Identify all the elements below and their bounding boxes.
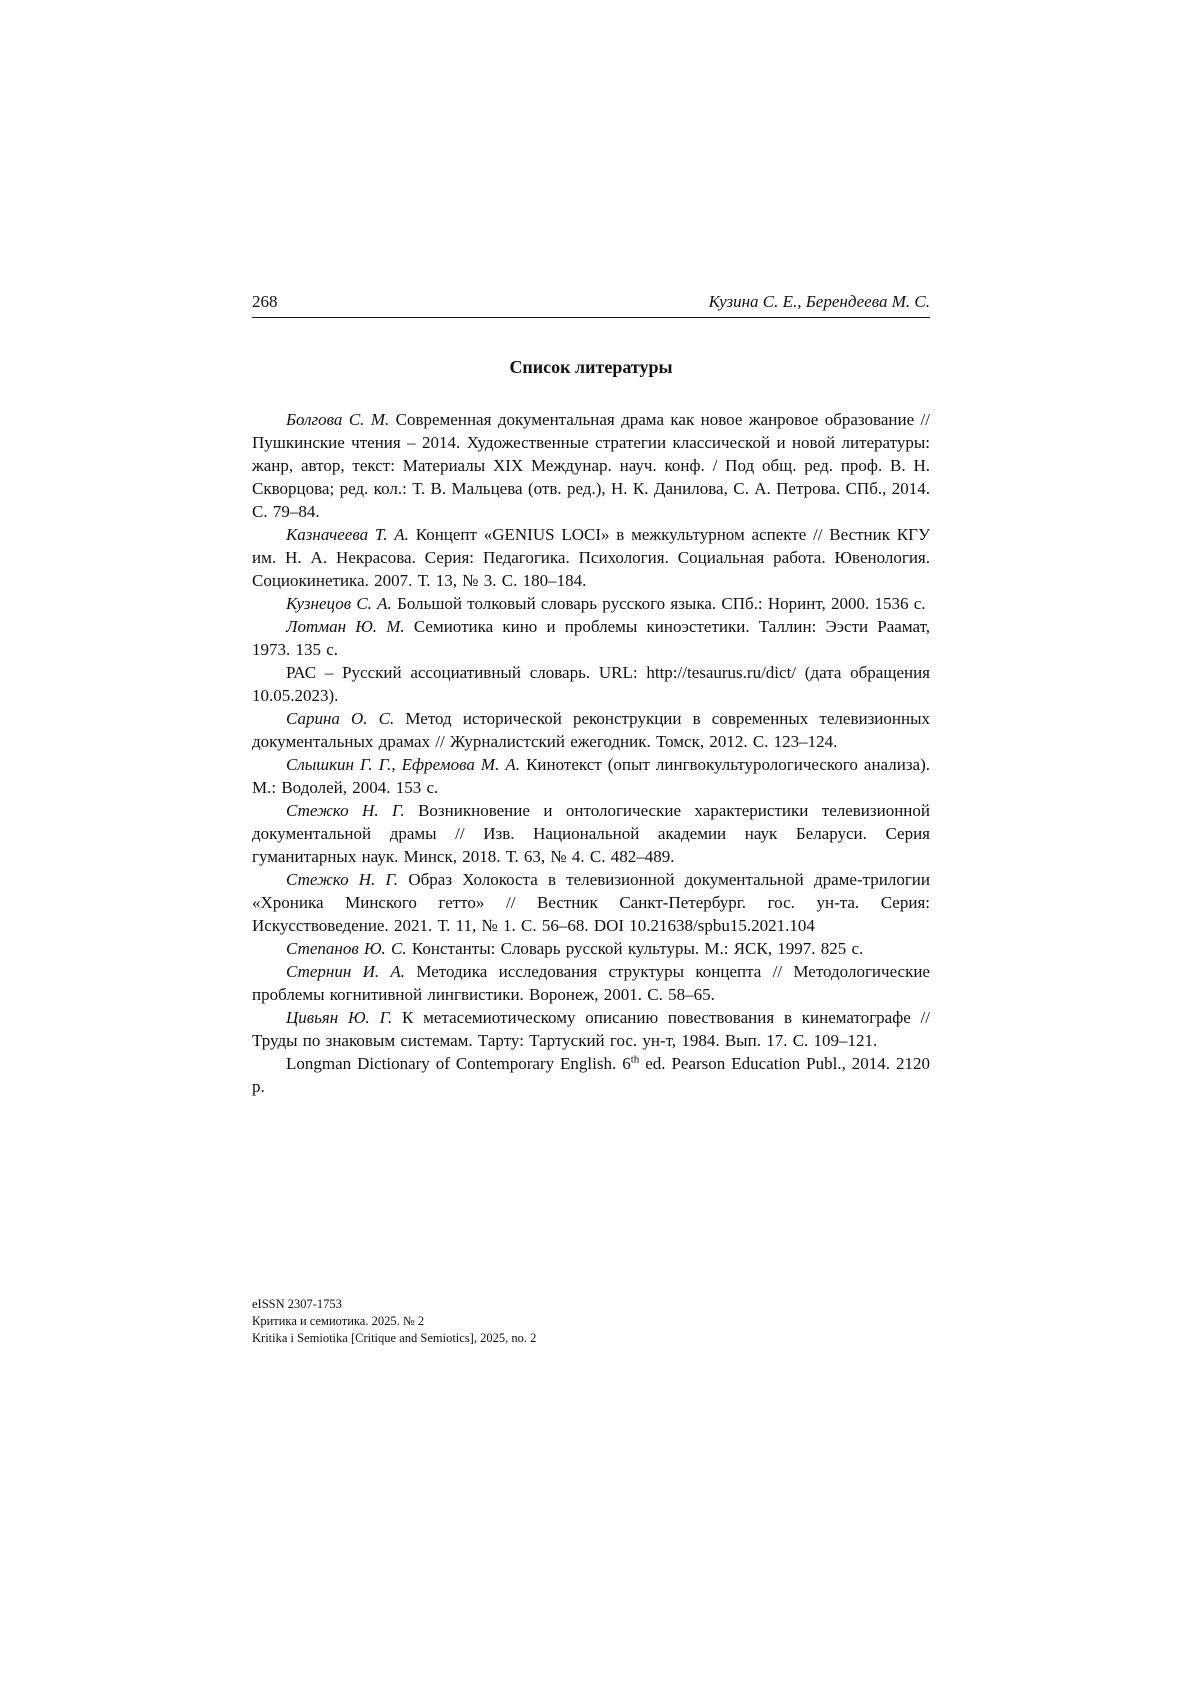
reference-entry: Кузнецов С. А. Большой толковый словарь русского языка. СПб.: Норинт, 2000. 1536 с. — [286, 594, 926, 613]
reference-authors: Стернин И. А. — [286, 962, 417, 981]
running-title: Кузина С. Е., Берендеева М. С. — [708, 292, 930, 311]
page-content — [252, 292, 930, 1098]
reference-entry: Степанов Ю. С. Константы: Словарь русской культуры. М.: ЯСК, 1997. 825 с. — [286, 939, 864, 958]
reference-entry: Стежко Н. Г. Образ Холокоста в телевизионной документальной драме-трилогии «Хроника Минского гетто» // Вестник Санкт-Петербург. гос. ун-та. Серия: Искусствоведение. 2021. Т. 11, № 1. С. 56–68. DOI 10.21638/spbu15.2021.104 — [252, 870, 930, 935]
reference-authors: Стежко Н. Г. — [286, 870, 409, 889]
reference-authors: Кузнецов С. А. — [286, 594, 398, 613]
reference-entry: Казначеева Т. А. Концепт «GENIUS LOCI» в межкультурном аспекте // Вестник КГУ им. Н. А. Некрасова. Серия: Педагогика. Психология. Социальная работа. Ювенология. Социокинетика. 2007. Т. 13, № 3. С. 180–184. — [252, 525, 930, 590]
reference-list — [252, 408, 930, 1098]
footer-journal-en: Kritika i Semiotika [Critique and Semiotics], 2025, no. 2 — [252, 1331, 537, 1345]
reference-entry: Стежко Н. Г. Возникновение и онтологические характеристики телевизионной документальной драмы // Изв. Национальной академии наук Беларуси. Серия гуманитарных наук. Минск, 2018. Т. 63, № 4. С. 482–489. — [252, 801, 931, 866]
reference-authors: Цивьян Ю. Г. — [286, 1008, 403, 1027]
footer-eissn: eISSN 2307-1753 — [252, 1297, 342, 1311]
reference-entry: Болгова С. М. Современная документальная драма как новое жанровое образование // Пушкинские чтения – 2014. Художественные стратегии классической и новой литературы: жанр, автор, текст: Материалы XIX Междунар. науч. конф. / Под общ. ред. проф. В. Н. Скворцова; ред. кол.: Т. В. Мальцева (отв. ред.), Н. К. Данилова, С. А. Петрова. СПб., 2014. С. 79–84. — [252, 410, 930, 521]
reference-authors: Болгова С. М. — [286, 410, 396, 429]
page-number: 268 — [252, 292, 278, 311]
reference-authors: Слышкин Г. Г., Ефремова М. А. — [286, 755, 527, 774]
reference-entry: Longman Dictionary of Contemporary English. 6th ed. Pearson Education Publ., 2014. 2120 p. — [252, 1053, 930, 1096]
reference-entry: Слышкин Г. Г., Ефремова М. А. Кинотекст (опыт лингвокультурологического анализа). М.: Водолей, 2004. 153 с. — [252, 755, 930, 797]
reference-authors: Степанов Ю. С. — [286, 939, 412, 958]
reference-entry: Лотман Ю. М. Семиотика кино и проблемы киноэстетики. Таллин: Ээсти Раамат, 1973. 135 с. — [252, 617, 930, 659]
reference-authors: Сарина О. С. — [286, 709, 406, 728]
reference-entry: Сарина О. С. Метод исторической реконструкции в современных телевизионных документальных драмах // Журналистский ежегодник. Томск, 2012. С. 123–124. — [252, 709, 930, 751]
page-header — [252, 292, 930, 318]
reference-authors: Казначеева Т. А. — [286, 525, 416, 544]
reference-entry: Цивьян Ю. Г. К метасемиотическому описанию повествования в кинематографе // Труды по знаковым системам. Тарту: Тартуский гос. ун-т, 1984. Вып. 17. С. 109–121. — [252, 1008, 931, 1050]
footer-journal-ru: Критика и семиотика. 2025. № 2 — [252, 1314, 425, 1328]
ordinal-superscript: th — [630, 1053, 640, 1066]
reference-authors: Лотман Ю. М. — [286, 617, 414, 636]
reference-entry: РАС – Русский ассоциативный словарь. URL: http://tesaurus.ru/dict/ (дата обращения 10.05.2023). — [252, 663, 930, 705]
section-title: Список литературы — [509, 357, 673, 377]
reference-authors: Стежко Н. Г. — [286, 801, 419, 820]
page-footer — [252, 1296, 536, 1347]
reference-entry: Стернин И. А. Методика исследования структуры концепта // Методологические проблемы когнитивной лингвистики. Воронеж, 2001. С. 58–65. — [252, 962, 930, 1004]
